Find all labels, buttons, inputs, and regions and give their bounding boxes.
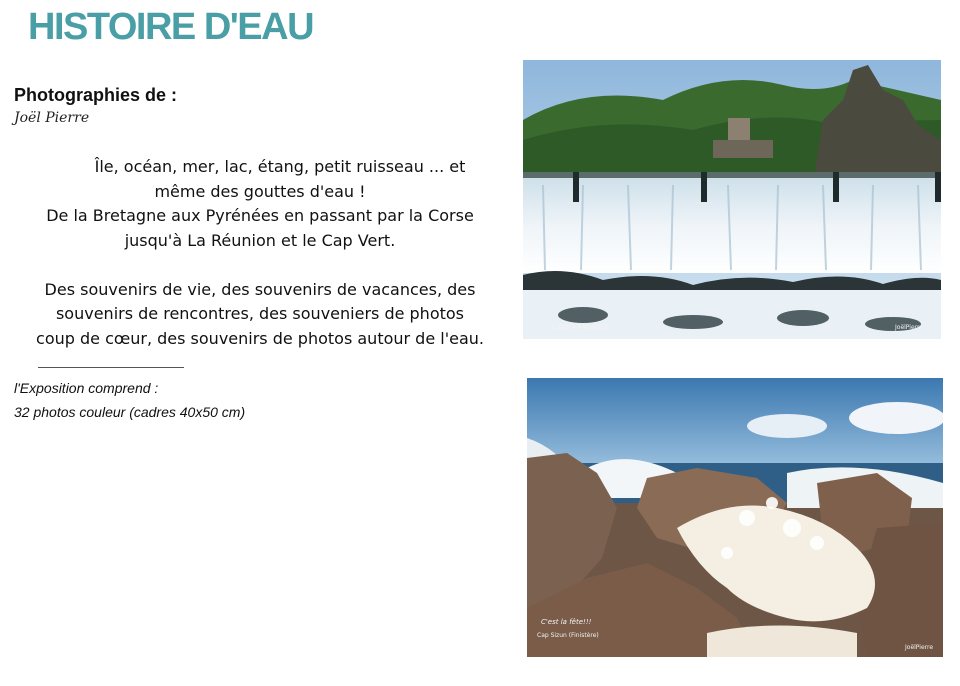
photo-credit: JoëlPierre bbox=[895, 324, 924, 331]
description-line: coup de cœur, des souvenirs de photos autour de l'eau. bbox=[36, 328, 484, 348]
rocks-sea-image bbox=[527, 378, 943, 657]
photo-rocks-sea bbox=[527, 378, 943, 657]
photo-caption-place: Cap Sizun (Finistère) bbox=[537, 632, 599, 639]
exposition-info bbox=[14, 376, 245, 424]
description-line: jusqu'à La Réunion et le Cap Vert. bbox=[124, 230, 396, 250]
description-line: De la Bretagne aux Pyrénées en passant par la Corse bbox=[46, 206, 474, 225]
description-paragraph-1 bbox=[10, 155, 510, 253]
author-name: Joël Pierre bbox=[14, 110, 90, 126]
credits-label: Photographies de : bbox=[14, 85, 178, 105]
photo-waterfall bbox=[523, 60, 941, 339]
description-line: Île, océan, mer, lac, étang, petit ruisseau ... et bbox=[94, 157, 466, 176]
divider bbox=[38, 367, 184, 368]
page-title: HISTOIRE D'EAU bbox=[28, 6, 314, 48]
exposition-detail: 32 photos couleur (cadres 40x50 cm) bbox=[14, 404, 246, 420]
exposition-heading: l'Exposition comprend : bbox=[14, 380, 159, 396]
photo-credit: JoëlPierre bbox=[905, 644, 934, 651]
photo-caption-title: C'est la fête!!! bbox=[541, 618, 592, 626]
description-line: Des souvenirs de vie, des souvenirs de vacances, des bbox=[44, 279, 476, 299]
description-line: même des gouttes d'eau ! bbox=[154, 181, 366, 201]
photo-caption: Le Tarn à AMBIALET bbox=[549, 324, 608, 331]
waterfall-image bbox=[523, 60, 941, 339]
description bbox=[10, 155, 510, 351]
description-line: souvenirs de rencontres, des souveniers de photos bbox=[55, 304, 465, 323]
description-paragraph-2 bbox=[10, 278, 510, 352]
